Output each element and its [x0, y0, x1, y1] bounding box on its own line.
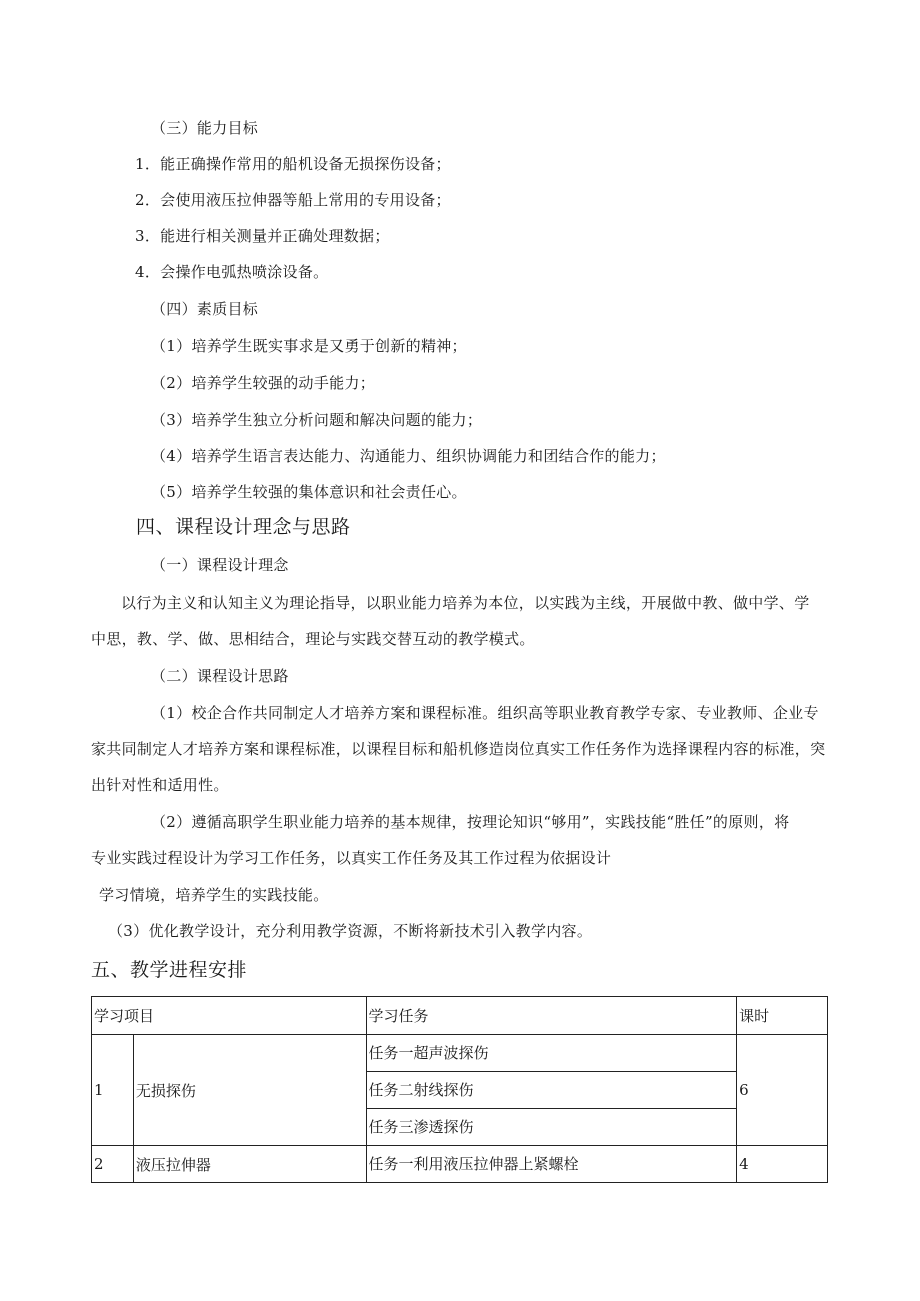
teaching-schedule-table — [91, 996, 828, 1183]
ability-heading: （三）能力目标 — [151, 119, 259, 137]
row1-hours: 6 — [737, 1035, 828, 1146]
section4-p3-line1: （2）遵循高职学生职业能力培养的基本规律，按理论知识“够用”，实践技能“胜任”的原则，将 — [151, 813, 790, 831]
section4-p4: （3）优化教学设计，充分利用教学资源，不断将新技术引入教学内容。 — [108, 922, 593, 940]
row1-tasks — [366, 1035, 737, 1146]
row1-task-1: 任务一超声波探伤 — [368, 1044, 489, 1062]
row1-name: 无损探伤 — [133, 1035, 366, 1146]
row2-hours: 4 — [737, 1146, 828, 1183]
section4-p1-line2: 中思，教、学、做、思相结合，理论与实践交替互动的教学模式。 — [91, 630, 535, 648]
section4-p2-line1: （1）校企合作共同制定人才培养方案和课程标准。组织高等职业教育教学专家、专业教师、企业专 — [151, 704, 819, 722]
quality-item-4: （4）培养学生语言表达能力、沟通能力、组织协调能力和团结合作的能力； — [151, 447, 666, 465]
quality-item-5: （5）培养学生较强的集体意识和社会责任心。 — [151, 483, 467, 501]
quality-item-2: （2）培养学生较强的动手能力； — [151, 374, 376, 392]
section4-sub1: （一）课程设计理念 — [151, 556, 289, 574]
row1-task-3: 任务三渗透探伤 — [367, 1108, 737, 1145]
section5-title: 五、教学进程安排 — [91, 959, 248, 981]
row2-name: 液压拉伸器 — [133, 1146, 366, 1183]
header-hours: 课时 — [737, 997, 828, 1035]
header-task: 学习任务 — [366, 997, 737, 1035]
row2-no: 2 — [92, 1146, 134, 1183]
table-row — [92, 1035, 828, 1146]
row1-no: 1 — [92, 1035, 134, 1146]
section4-p3-line2: 专业实践过程设计为学习工作任务，以真实工作任务及其工作过程为依据设计 — [91, 849, 612, 867]
quality-item-1: （1）培养学生既实事求是又勇于创新的精神； — [151, 337, 467, 355]
section4-p3-line3: 学习情境，培养学生的实践技能。 — [99, 886, 329, 904]
ability-item-1: 1．能正确操作常用的船机设备无损探伤设备； — [135, 155, 451, 173]
quality-item-3: （3）培养学生独立分析问题和解决问题的能力； — [151, 411, 483, 429]
section4-p1-line1: 以行为主义和认知主义为理论指导，以职业能力培养为本位，以实践为主线，开展做中教、做中学、学 — [121, 594, 810, 612]
table-row — [92, 1146, 828, 1183]
quality-heading: （四）素质目标 — [151, 300, 259, 318]
ability-item-2: 2．会使用液压拉伸器等船上常用的专用设备； — [135, 191, 451, 209]
row2-tasks — [366, 1146, 737, 1183]
section4-sub2: （二）课程设计思路 — [151, 667, 289, 685]
header-project: 学习项目 — [92, 997, 367, 1035]
row2-task-1: 任务一利用液压拉伸器上紧螺栓 — [368, 1155, 579, 1173]
ability-item-4: 4．会操作电弧热喷涂设备。 — [135, 263, 329, 281]
section4-p2-line2: 家共同制定人才培养方案和课程标准，以课程目标和船机修造岗位真实工作任务作为选择课程内容的标准，突 — [91, 740, 826, 758]
row1-task-2: 任务二射线探伤 — [367, 1071, 737, 1108]
ability-item-3: 3．能进行相关测量并正确处理数据； — [135, 227, 390, 245]
section4-title: 四、课程设计理念与思路 — [136, 516, 351, 538]
table-header-row — [92, 997, 828, 1035]
section4-p2-line3: 出针对性和适用性。 — [91, 776, 229, 794]
